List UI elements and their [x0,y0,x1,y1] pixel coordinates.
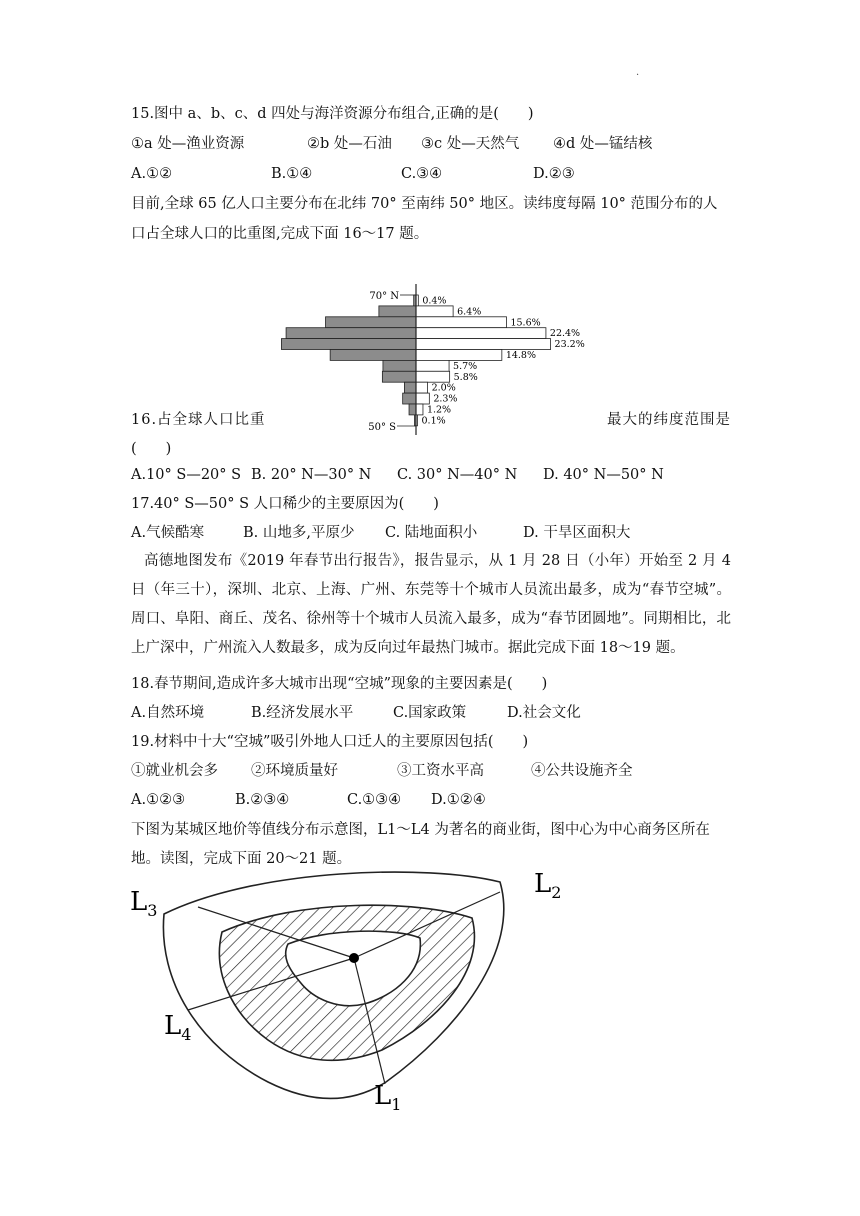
bar-left-9 [403,393,416,404]
q16-stem [131,410,731,430]
label-l4: $L_4$ [164,1011,192,1044]
bar-label-5: 14.8% [505,350,537,361]
q19-option-d: D.①②④ [431,792,486,808]
bar-left-8 [404,382,416,393]
bar-label-1: 6.4% [457,306,482,318]
q19-option-b: B.②③④ [235,792,290,808]
label-l3: $L_3$ [130,887,158,920]
q15-option-a: A.①② [131,166,173,182]
bar-left-4 [281,339,416,350]
q15-option-c: C.③④ [401,166,443,182]
bar-label-10: 1.2% [426,404,452,416]
q19-option-a: A.①②③ [131,792,186,808]
bar-label-8: 2.0% [431,382,456,394]
q18-stem: 18.春节期间,造成许多大城市出现“空城”现象的主要因素是( ) [131,676,548,692]
bar-right-3 [416,328,546,339]
q16-option-c: C. 30° N—40° N [397,467,518,483]
q16-stem-right: 最大的纬度范围是 [607,412,731,428]
bar-left-3 [286,328,416,339]
bar-label-2: 15.6% [510,317,541,329]
q16-stem-left: 16.占全球人口比重 [131,412,266,428]
q19-stem: 19.材料中十大“空城”吸引外地人口迁人的主要原因包括( ) [131,734,529,750]
bar-label-9: 2.3% [433,393,458,405]
q15-item-4: ④d 处—锰结核 [553,136,653,152]
q15-item-1: ①a 处—渔业资源 [131,136,245,152]
q17-option-a: A.气候酷寒 [131,525,205,541]
intro20-line1: 下图为某城区地价等值线分布示意图，L1～L4 为著名的商业街，图中心为中心商务区所在 [131,822,710,838]
bar-left-6 [383,360,416,371]
intro18-paragraph: 高德地图发布《2019 年春节出行报告》，报告显示，从 1 月 28 日（小年）开始至 2 月 4 日（年三十），深圳、北京、上海、广州、东莞等十个城市人员流出最多，成为“春节空城”。周口、阜阳、商丘、茂名、徐州等十个城市人员流入最多，成为“春节团圆地”。同期相比，北上广深中，广州流入人数最多，成为反向过年最热门城市。据此完成下面 18～19 题。 [131,553,731,656]
land-price-diagram [128,870,588,1110]
bar-left-1 [379,306,416,317]
label-50s: 50° S [368,422,396,433]
bar-right-4 [416,339,551,350]
q19-item-2: ②环境质量好 [251,763,338,779]
q17-option-d: D. 干旱区面积大 [523,525,631,541]
q15-option-d: D.②③ [533,166,575,182]
label-70n: 70° N [369,291,399,302]
bar-label-6: 5.7% [453,360,478,372]
intro16-line1: 目前,全球 65 亿人口主要分布在北纬 70° 至南纬 50° 地区。读纬度每隔 10° 范围分布的人 [131,196,718,212]
label-l1: $L_1$ [374,1081,402,1110]
bar-right-9 [416,393,429,404]
q19-item-3: ③工资水平高 [397,763,484,779]
q15-option-b: B.①④ [271,166,313,182]
cbd-center-dot [349,953,359,963]
bar-label-7: 5.8% [453,371,478,383]
intro16-line2: 口占全球人口的比重图,完成下面 16～17 题。 [131,226,429,242]
bar-right-5 [416,350,502,361]
q18-option-d: D.社会文化 [507,705,581,721]
q15-item-2: ②b 处—石油 [307,136,392,152]
q19-item-1: ①就业机会多 [131,763,218,779]
q19-item-4: ④公共设施齐全 [531,763,633,779]
intro20-line2: 地。读图，完成下面 20～21 题。 [131,851,352,867]
bar-left-7 [382,371,416,382]
header-mark: · [636,70,640,81]
q19-option-c: C.①③④ [347,792,402,808]
q17-option-b: B. 山地多,平原少 [243,525,355,541]
bar-label-0: 0.4% [422,295,447,307]
q16-option-b: B. 20° N—30° N [251,467,372,483]
q18-option-a: A.自然环境 [131,705,205,721]
q15-stem: 15.图中 a、b、c、d 四处与海洋资源分布组合,正确的是( ) [131,106,534,122]
bar-left-2 [326,317,416,328]
bar-label-4: 23.2% [554,339,585,351]
bar-right-8 [416,382,428,393]
q16-paren: ( ) [131,441,172,457]
q15-item-3: ③c 处—天然气 [421,136,520,152]
bar-right-6 [416,360,449,371]
bar-right-2 [416,317,506,328]
q18-option-c: C.国家政策 [393,705,467,721]
q17-stem: 17.40° S—50° S 人口稀少的主要原因为( ) [131,496,439,512]
bar-label-11: 0.1% [421,415,446,427]
label-l2: $L_2$ [534,870,562,902]
q18-option-b: B.经济发展水平 [251,705,354,721]
q16-option-a: A.10° S—20° S [131,467,242,483]
bar-right-7 [416,371,450,382]
bar-label-3: 22.4% [549,328,581,340]
q16-option-d: D. 40° N—50° N [543,467,664,483]
bar-right-1 [416,306,453,317]
bar-left-5 [330,350,416,361]
q17-option-c: C. 陆地面积小 [385,525,478,541]
